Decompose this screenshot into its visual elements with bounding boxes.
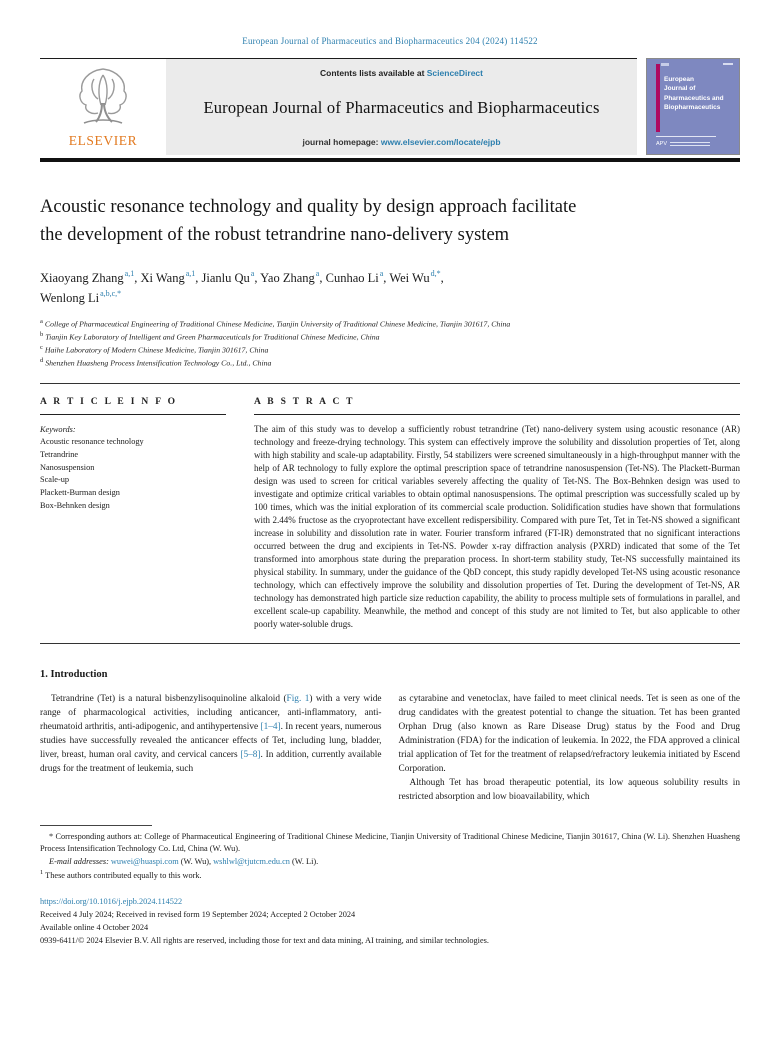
info-abstract-block xyxy=(40,384,740,644)
cover-title-line: Journal of xyxy=(664,85,696,93)
author xyxy=(260,271,325,285)
intro-paragraph-1 xyxy=(40,693,382,777)
affiliation-marker: b xyxy=(40,330,44,338)
masthead-divider xyxy=(40,158,740,162)
affiliation-list xyxy=(40,317,740,370)
corresponding-author-footnote xyxy=(40,831,740,856)
homepage-prefix: journal homepage: xyxy=(302,137,381,147)
author-line-1 xyxy=(40,268,740,288)
footnote-block xyxy=(40,825,740,883)
contents-prefix: Contents lists available at xyxy=(320,68,427,78)
body-text: ) with a very wide range of pharmacological activities, including anticancer, anti-inflammatory, anti-rheumatoid arthritis, anti-adipogenic, and antihypertensive xyxy=(40,694,382,733)
abstract-heading: A B S T R A C T xyxy=(254,396,355,407)
section-divider xyxy=(40,643,740,644)
footnote-text: These authors contributed equally to this work. xyxy=(43,870,202,880)
author-affiliation-marker[interactable]: d,* xyxy=(430,269,441,279)
affiliation-text: Tianjin Key Laboratory of Intelligent and Green Pharmaceuticals for Traditional Chinese Medicine, China xyxy=(45,332,380,342)
body-column-right xyxy=(399,693,741,805)
cover-title-line: Biopharmaceutics xyxy=(664,104,721,112)
cover-decoration xyxy=(656,136,716,137)
paper-title-line1: Acoustic resonance technology and quality by design approach facilitate xyxy=(40,197,577,217)
abstract-column xyxy=(254,397,740,632)
copyright-line: 0939-6411/© 2024 Elsevier B.V. All rights are reserved, including those for text and data mining, AI training, and similar technologies. xyxy=(40,935,489,945)
email-footnote xyxy=(40,856,740,868)
footnote-marker: 1 xyxy=(40,869,44,877)
intro-paragraph-1-continued: as cytarabine and venetoclax, have failed to meet clinical needs. Tet is seen as one of the drug candidates with the greatest potential to change the situation. Tet has been granted Orphan Drug (also known as Rare Disease Drug) status by the Food and Drug Administration (FDA) for the indication of leukemia. In 2022, the FDA approved a clinical trial application of Tet for the treatment of relapsed/refractory leukemia initiated by Escend Corporation. xyxy=(398,694,740,775)
author-affiliation-marker[interactable]: a xyxy=(250,269,255,279)
cover-decoration xyxy=(670,142,710,146)
author-name: Xiaoyang Zhang xyxy=(40,270,124,285)
abstract-text: The aim of this study was to develop a sufficiently robust tetrandrine (Tet) nano-delivery system using acoustic resonance (AR) technology and freeze-drying technology. This system can effectively improve the solubility and dissolution properties of Tet, along with high stability and scale-up adaptability. Firstly, 54 stabilizers were screened simultaneously in a high-throughput manner with the help of AR technology to fully explore the optimal prescription space of tetrandrine nanosuspension (Tet-NS). The Plackett-Burman design was used to screen for critical variables severely affecting the quality of Tet-NS. The Box-Behnken design was used to investigate and optimize critical variables to obtain optimal nanosuspensions. The optimal prescription was successfully scaled up by 100 times, which was the initial exploration of its commercial scale production. Solidification studies have shown that formulations with 2.44% fructose as the cryoprotectant have excellent redispersibility. Compared with pure Tet, Tet in Tet-NS showed a significant increase in solubility and dissolution rate in water. Fourier transform infrared (FT-IR) demonstrated that no significant interactions occurred between the drug and excipients in Tet-NS. Powder x-ray diffraction analysis (PXRD) indicated that some of the Tet transformed into amorphous state during the preparation process. In short-term stability study, Tet-NS successfully maintained its physical stability. In summary, under the guidance of the QbD concept, this study rapidly developed Tet-NS using acoustic resonance technology, which can effectively improve the solubility and dissolution properties of Tet. During the development of Tet-NS, AR technology has demonstrated high particle size reduction capability, the ability to process multiple sets of formulations in parallel, and excellent scale-up capability. Meanwhile, the method and concept of this study are not limited to Tet, but also applicable to other poorly water-soluble drugs. xyxy=(254,423,740,630)
cover-title-line: Pharmaceutics and xyxy=(664,94,724,102)
keyword: Scale-up xyxy=(40,475,70,485)
footnote-divider xyxy=(40,825,152,826)
keyword: Plackett-Burman design xyxy=(40,488,120,498)
author-name: Wenlong Li xyxy=(40,290,100,305)
paper-title xyxy=(40,194,740,250)
body-column-left xyxy=(40,693,382,805)
author-affiliation-marker[interactable]: a xyxy=(315,269,320,279)
elsevier-logo xyxy=(40,59,166,155)
introduction-heading: 1. Introduction xyxy=(40,669,108,681)
keyword: Box-Behnken design xyxy=(40,501,110,511)
email-link-li[interactable]: wshlwl@tjutcm.edu.cn xyxy=(213,856,290,866)
journal-homepage-link[interactable]: www.elsevier.com/locate/ejpb xyxy=(380,137,501,147)
journal-citation: European Journal of Pharmaceutics and Biopharmaceutics 204 (2024) 114522 xyxy=(242,36,538,46)
author xyxy=(326,271,390,285)
journal-title: European Journal of Pharmaceutics and Biopharmaceutics xyxy=(203,97,600,117)
intro-paragraph-2: Although Tet has broad therapeutic potential, its low aqueous solubility results in restricted absorption and low bioavailability, which xyxy=(398,778,740,802)
footnote-text: (W. Wu), xyxy=(178,856,214,866)
author-line-2 xyxy=(40,288,740,308)
affiliation-marker: a xyxy=(40,317,43,325)
cover-decoration xyxy=(723,63,733,65)
keyword: Tetrandrine xyxy=(40,449,79,459)
article-info-column xyxy=(40,397,226,632)
cover-title-line: European xyxy=(664,76,694,83)
cover-publisher-label xyxy=(656,141,710,147)
contents-line xyxy=(174,68,629,78)
author-list xyxy=(40,268,740,308)
author xyxy=(140,271,201,285)
masthead-left xyxy=(40,58,637,155)
reference-link-5-8[interactable]: [5–8] xyxy=(240,750,261,761)
affiliation-text: Shenzhen Huasheng Process Intensification Technology Co., Ltd., China xyxy=(45,358,272,368)
email-label: E-mail addresses: xyxy=(49,856,109,866)
figure-1-link[interactable]: Fig. 1 xyxy=(286,694,310,705)
cover-decoration xyxy=(661,63,669,66)
author-name: Wei Wu xyxy=(389,270,430,285)
affiliation xyxy=(40,317,740,330)
author-name: Yao Zhang xyxy=(260,270,315,285)
keyword: Acoustic resonance technology xyxy=(40,436,144,446)
affiliation xyxy=(40,343,740,356)
author-affiliation-marker[interactable]: a,1 xyxy=(185,269,196,279)
keywords-label: Keywords: xyxy=(40,424,76,434)
cover-apv-label: APV xyxy=(656,141,668,147)
keyword: Nanosuspension xyxy=(40,462,95,472)
affiliation-text: Haihe Laboratory of Modern Chinese Medicine, Tianjin 301617, China xyxy=(44,345,269,355)
equal-contribution-footnote xyxy=(40,868,740,882)
journal-banner xyxy=(166,59,637,155)
author-affiliation-marker[interactable]: a,b,c,* xyxy=(100,289,122,299)
author-affiliation-marker[interactable]: a,1 xyxy=(124,269,135,279)
received-dates: Received 4 July 2024; Received in revised form 19 September 2024; Accepted 2 October 2024 xyxy=(40,910,356,920)
doi-link[interactable]: https://doi.org/10.1016/j.ejpb.2024.114522 xyxy=(40,897,183,907)
paper-title-line2: the development of the robust tetrandrine nano-delivery system xyxy=(40,224,510,245)
article-info-heading: A R T I C L E I N F O xyxy=(40,396,178,407)
elsevier-wordmark: ELSEVIER xyxy=(68,133,138,148)
cover-stripe xyxy=(656,64,660,132)
body-text: Tetrandrine (Tet) is a natural bisbenzylisoquinoline alkaloid ( xyxy=(51,694,287,705)
footnote-text: (W. Li). xyxy=(289,856,319,866)
affiliation-text: College of Pharmaceutical Engineering of Traditional Chinese Medicine, Tianjin University of Traditional Chinese Medicine, Tianjin 301617, China xyxy=(44,319,511,329)
author xyxy=(202,271,261,285)
cover-title xyxy=(664,75,724,113)
author-name: Cunhao Li xyxy=(325,270,379,285)
author-name: Xi Wang xyxy=(140,270,185,285)
affiliation-marker: c xyxy=(40,344,43,352)
available-online-date: Available online 4 October 2024 xyxy=(40,923,149,933)
masthead xyxy=(40,58,740,155)
heading-rule xyxy=(254,414,740,415)
journal-cover-thumbnail[interactable] xyxy=(646,58,740,155)
body-text: . In addition, currently available drugs for the treatment of leukemia, such xyxy=(40,750,382,775)
author xyxy=(389,271,443,285)
author xyxy=(40,291,121,305)
author-name: Jianlu Qu xyxy=(201,270,250,285)
reference-link-1-4[interactable]: [1–4] xyxy=(260,722,281,733)
article-footer xyxy=(40,896,740,947)
heading-rule xyxy=(40,414,226,415)
elsevier-tree-icon xyxy=(74,65,132,132)
email-link-wu[interactable]: wuwei@huaspi.com xyxy=(110,856,179,866)
affiliation xyxy=(40,356,740,369)
affiliation-marker: d xyxy=(40,357,44,365)
sciencedirect-link[interactable]: ScienceDirect xyxy=(426,68,483,78)
footnote-text: Corresponding authors at: College of Pharmaceutical Engineering of Traditional Chinese Medicine, Tianjin University of Traditional Chinese Medicine, Tianjin 301617, China (W. Li). Shenzhen Huasheng Process Intensification Technology Co. Ltd, China (W. Wu). xyxy=(40,831,740,854)
author-affiliation-marker[interactable]: a xyxy=(379,269,384,279)
homepage-line xyxy=(174,137,629,147)
footnote-marker: * xyxy=(49,831,54,841)
author xyxy=(40,271,140,285)
body-text: . In recent years, numerous studies have successfully revealed the anticancer effects of Tet, including lung, bladder, liver, breast, human oral cavity, and cervical cancers xyxy=(40,722,382,761)
body-columns xyxy=(40,693,740,805)
affiliation xyxy=(40,330,740,343)
